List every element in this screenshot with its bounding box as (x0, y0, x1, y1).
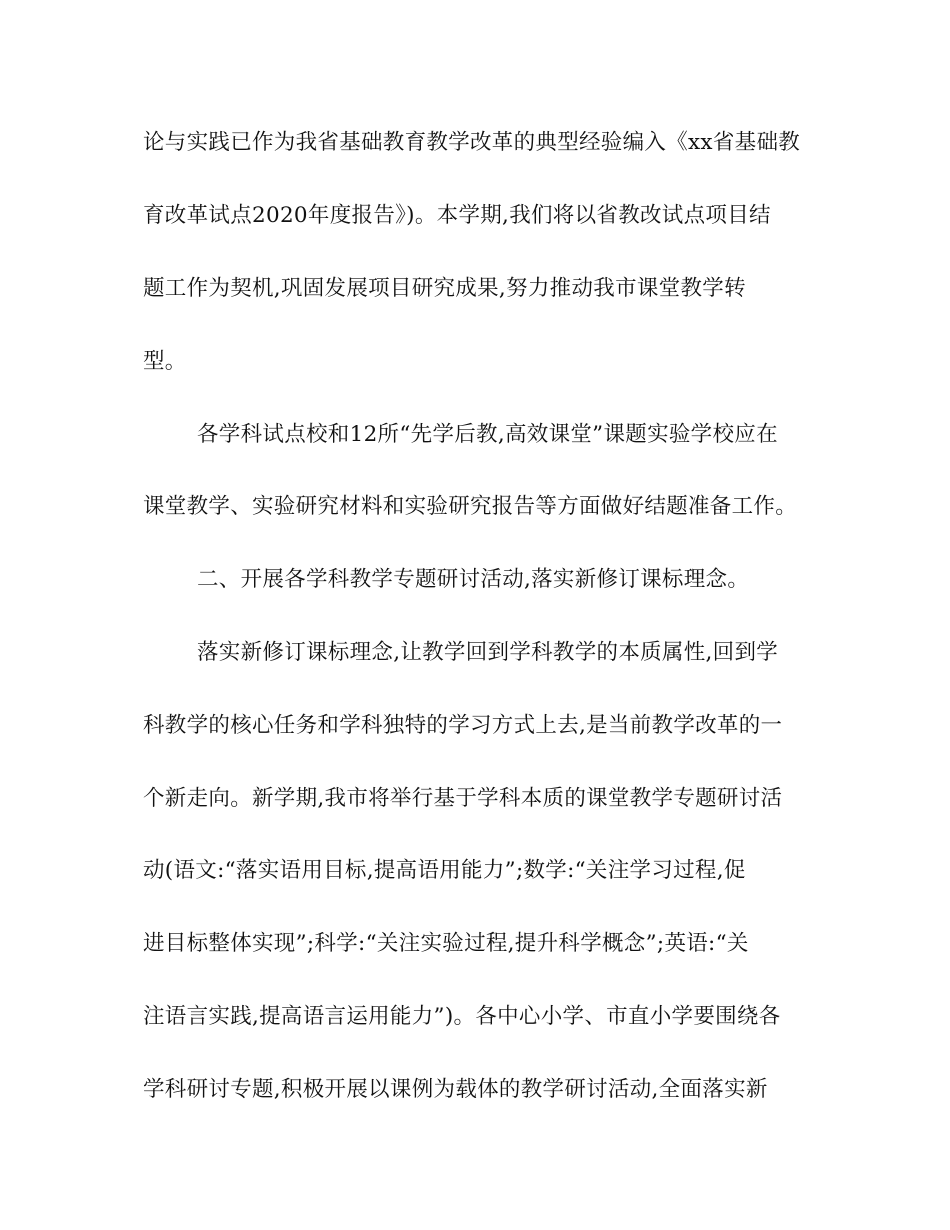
paragraph-line: 个新走向。新学期,我市将举行基于学科本质的课堂教学专题研讨活 (143, 786, 783, 811)
paragraph-line: 各学科试点校和12所“先学后教,高效课堂”课题实验学校应在 (197, 422, 778, 447)
paragraph-line: 动(语文:“落实语用目标,提高语用能力”;数学:“关注学习过程,促 (143, 858, 746, 883)
paragraph-line: 学科研讨专题,积极开展以课例为载体的教学研讨活动,全面落实新 (143, 1077, 768, 1102)
paragraph-line: 育改革试点2020年度报告》)。本学期,我们将以省教改试点项目结 (143, 203, 771, 228)
paragraph-line: 落实新修订课标理念,让教学回到学科教学的本质属性,回到学 (197, 640, 779, 665)
paragraph-line: 题工作为契机,巩固发展项目研究成果,努力推动我市课堂教学转 (143, 276, 746, 301)
section-heading: 二、开展各学科教学专题研讨活动,落实新修订课标理念。 (197, 567, 750, 592)
paragraph-line: 进目标整体实现”;科学:“关注实验过程,提升科学概念”;英语:“关 (143, 931, 749, 956)
paragraph-line: 注语言实践,提高语言运用能力”)。各中心小学、市直小学要围绕各 (143, 1004, 781, 1029)
paragraph-line: 课堂教学、实验研究材料和实验研究报告等方面做好结题准备工作。 (143, 494, 798, 519)
paragraph-line: 论与实践已作为我省基础教育教学改革的典型经验编入《xx省基础教 (143, 130, 801, 155)
paragraph-line: 型。 (143, 349, 187, 374)
paragraph-line: 科教学的核心任务和学科独特的学习方式上去,是当前教学改革的一 (143, 713, 783, 738)
